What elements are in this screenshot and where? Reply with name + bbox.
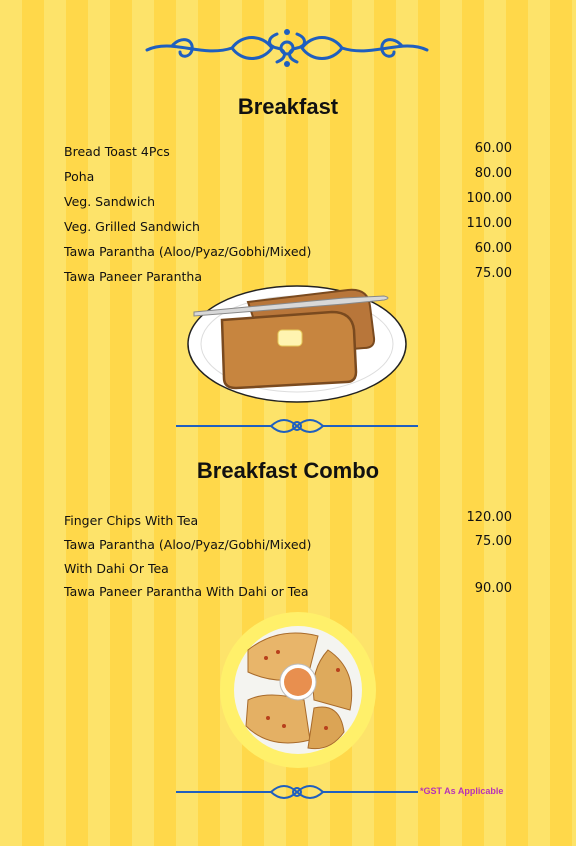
menu-item — [64, 216, 512, 244]
menu-item-name: With Dahi Or Tea — [64, 561, 169, 576]
gst-note: *GST As Applicable — [420, 786, 504, 796]
menu-item — [64, 166, 512, 194]
divider-ornament-icon — [176, 780, 418, 804]
menu-item — [64, 561, 512, 584]
menu-item-price: 60.00 — [474, 241, 512, 256]
breakfast-combo-menu — [64, 510, 512, 608]
breakfast-menu — [64, 141, 512, 294]
menu-item — [64, 534, 512, 561]
menu-item-price: 120.00 — [466, 510, 512, 525]
scroll-ornament-icon — [142, 28, 432, 68]
menu-item-name: Tawa Parantha (Aloo/Pyaz/Gobhi/Mixed) — [64, 537, 312, 552]
menu-item — [64, 241, 512, 269]
menu-item — [64, 510, 512, 537]
menu-item-name: Tawa Parantha (Aloo/Pyaz/Gobhi/Mixed) — [64, 244, 312, 259]
menu-item-price: 90.00 — [474, 581, 512, 596]
section-title-breakfast-combo: Breakfast Combo — [196, 458, 380, 483]
menu-item-price: 75.00 — [474, 534, 512, 549]
menu-item-name: Finger Chips With Tea — [64, 513, 199, 528]
menu-item — [64, 581, 512, 608]
menu-item-name: Poha — [64, 169, 95, 184]
section-title-breakfast: Breakfast — [237, 94, 339, 119]
menu-item — [64, 191, 512, 219]
menu-item-price: 80.00 — [474, 166, 512, 181]
divider-ornament-icon — [176, 414, 418, 438]
menu-item-name: Veg. Grilled Sandwich — [64, 219, 200, 234]
menu-item-name: Tawa Paneer Parantha — [64, 269, 202, 284]
menu-item-price: 60.00 — [474, 141, 512, 156]
menu-item-name: Tawa Paneer Parantha With Dahi or Tea — [64, 584, 309, 599]
menu-item-name: Veg. Sandwich — [64, 194, 156, 209]
menu-item — [64, 141, 512, 169]
menu-item-price: 75.00 — [474, 266, 512, 281]
menu-item-price: 110.00 — [466, 216, 512, 231]
toast-plate-image — [186, 282, 408, 406]
menu-item-price: 100.00 — [466, 191, 512, 206]
menu-item-name: Bread Toast 4Pcs — [64, 144, 170, 159]
paratha-plate-image — [218, 610, 378, 770]
